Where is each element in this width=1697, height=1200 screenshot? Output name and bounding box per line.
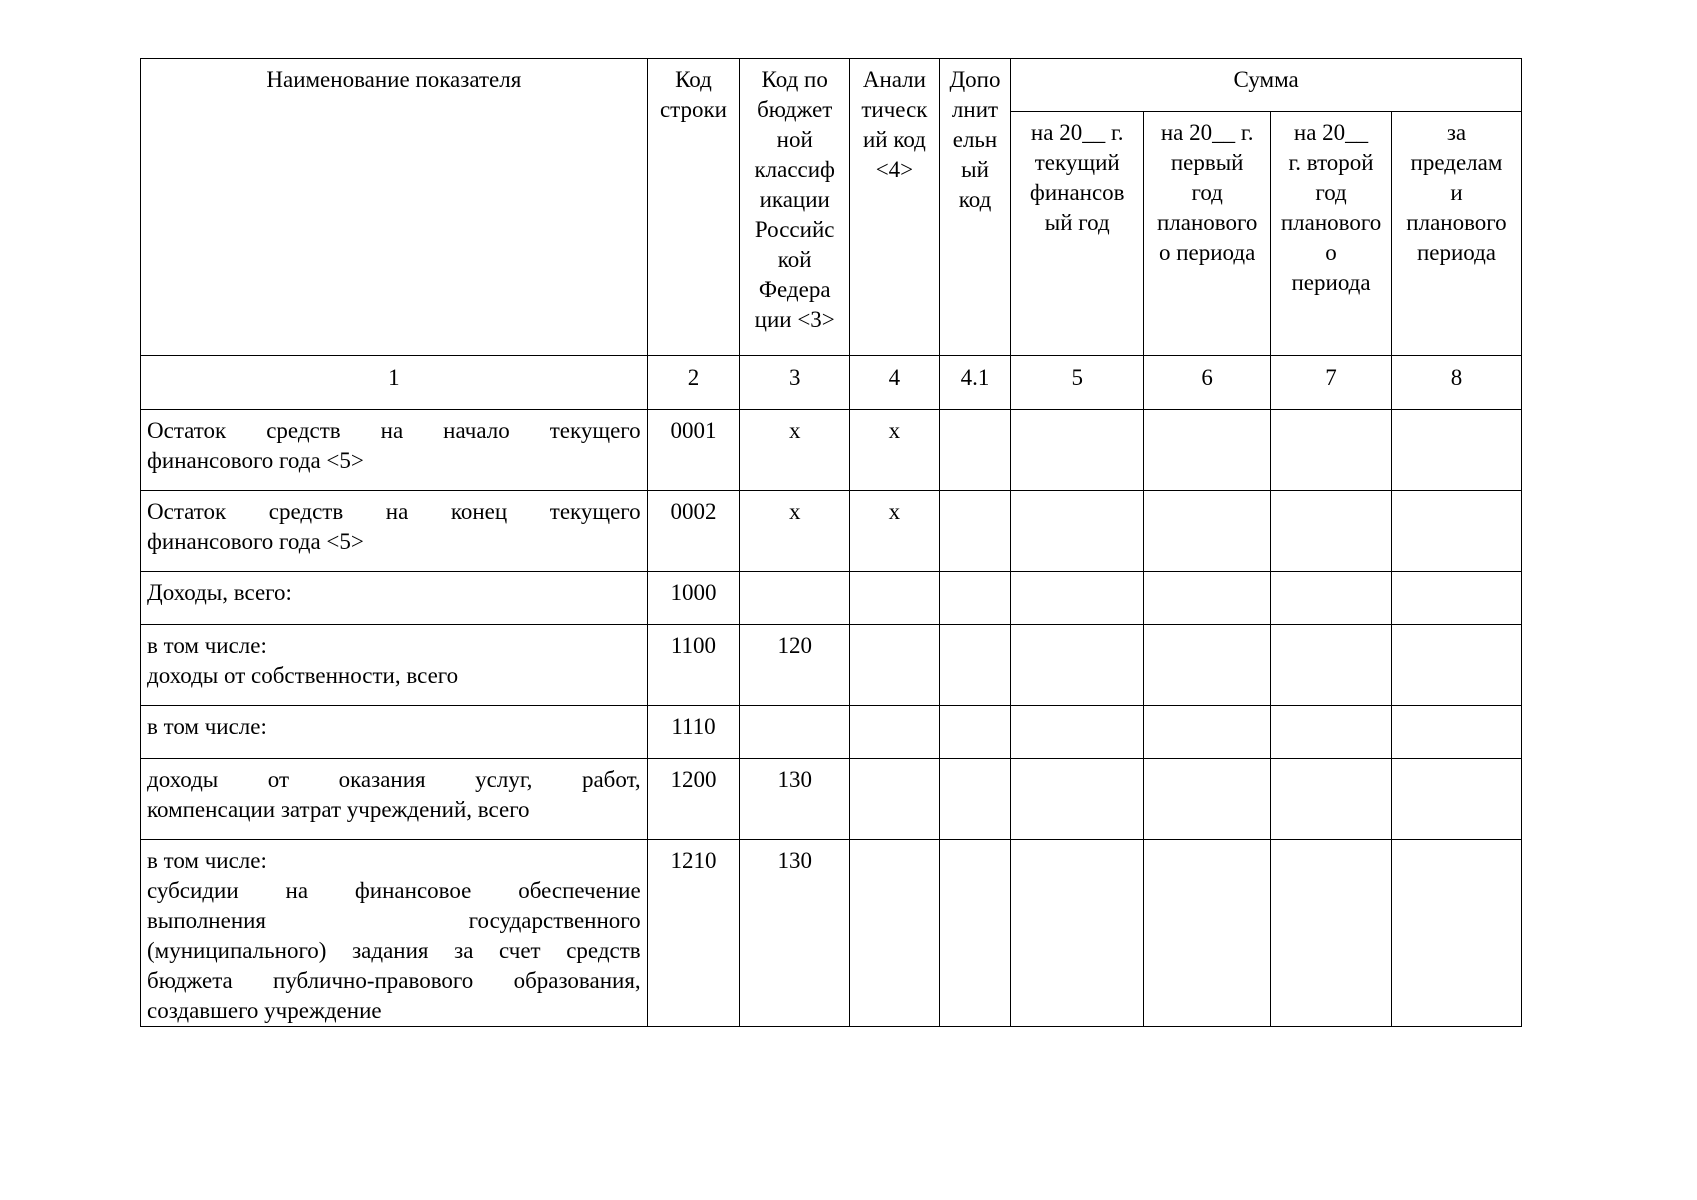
header-sum-sub-text: планового (1280, 210, 1382, 235)
sum-current-year-cell (1011, 759, 1144, 840)
header-line-code-text: Код (675, 67, 712, 92)
sum-beyond-plan-cell (1391, 840, 1521, 1027)
header-line-code (647, 59, 740, 356)
header-sum-sub-text: на 20__ г. (1030, 120, 1124, 145)
header-extra-text: лнит (951, 97, 999, 122)
sum-beyond-plan-cell (1391, 410, 1521, 491)
analytic-code-cell: х (850, 491, 940, 572)
sum-second-plan-year-cell (1271, 840, 1392, 1027)
sum-current-year-cell (1011, 410, 1144, 491)
sum-beyond-plan-cell (1391, 625, 1521, 706)
analytic-code-cell: х (850, 410, 940, 491)
line-code-cell: 1100 (647, 625, 740, 706)
indicator-name-line: Остаток средств на начало текущего (147, 418, 641, 443)
indicator-name-cell (141, 491, 648, 572)
indicator-name-cell (141, 759, 648, 840)
table-row (141, 410, 1522, 491)
header-sum-sub-text: периода (1416, 240, 1497, 265)
indicator-name-cell (141, 625, 648, 706)
budget-code-cell: х (740, 491, 850, 572)
header-bk-text: классиф (754, 157, 835, 182)
header-extra-text: ельн (952, 127, 998, 152)
sum-current-year-cell (1011, 491, 1144, 572)
financial-plan-table (140, 58, 1522, 1027)
indicator-name-line: выполнения государственного (147, 908, 641, 933)
indicator-name-cell (141, 706, 648, 759)
table-row (141, 572, 1522, 625)
header-analytic-text: Анали (862, 67, 926, 92)
header-row-top (141, 59, 1522, 112)
column-number: 7 (1271, 356, 1392, 410)
header-sum-sub-text: о периода (1158, 240, 1256, 265)
header-bk-text: икации (759, 187, 830, 212)
header-indicator-name-text: Наименование показателя (266, 67, 522, 92)
indicator-name-line: доходы от оказания услуг, работ, (147, 767, 641, 792)
sum-first-plan-year-cell (1144, 410, 1271, 491)
budget-code-cell (740, 706, 850, 759)
sum-first-plan-year-cell (1144, 625, 1271, 706)
line-code-cell: 1210 (647, 840, 740, 1027)
line-code-cell: 1200 (647, 759, 740, 840)
header-extra-text: ый (961, 157, 989, 182)
sum-second-plan-year-cell (1271, 625, 1392, 706)
indicator-name-line: Остаток средств на конец текущего (147, 499, 641, 524)
additional-code-cell (939, 706, 1011, 759)
sum-second-plan-year-cell (1271, 491, 1392, 572)
sum-first-plan-year-cell (1144, 759, 1271, 840)
header-sum-sub-text: год (1315, 180, 1347, 205)
column-number: 4.1 (939, 356, 1011, 410)
analytic-code-cell (850, 706, 940, 759)
sum-current-year-cell (1011, 625, 1144, 706)
line-code-cell: 0001 (647, 410, 740, 491)
sum-second-plan-year-cell (1271, 759, 1392, 840)
header-analytic-text: тическ (861, 97, 928, 122)
sum-first-plan-year-cell (1144, 840, 1271, 1027)
header-analytic-text: <4> (875, 157, 914, 182)
table-row (141, 491, 1522, 572)
sum-beyond-plan-cell (1391, 706, 1521, 759)
column-number: 6 (1144, 356, 1271, 410)
indicator-name-line: финансового года <5> (147, 529, 364, 554)
header-extra-text: Допо (949, 67, 1001, 92)
header-extra-text: код (958, 187, 992, 212)
header-sum-sub-text: планового (1406, 210, 1507, 235)
indicator-name-line: (муниципального) задания за счет средств (147, 938, 641, 963)
indicator-name-cell (141, 840, 648, 1027)
analytic-code-cell (850, 625, 940, 706)
header-bk-text: кой (777, 247, 812, 272)
header-budget-classification-code (740, 59, 850, 356)
line-code-cell: 1000 (647, 572, 740, 625)
indicator-name-line: Доходы, всего: (147, 580, 292, 605)
column-number: 1 (141, 356, 648, 410)
indicator-name-cell (141, 410, 648, 491)
header-sum-sub-text: о (1325, 240, 1337, 265)
line-code-cell: 0002 (647, 491, 740, 572)
indicator-name-line: в том числе: (147, 848, 267, 873)
header-bk-text: Российс (754, 217, 835, 242)
header-sum-sub-text: периода (1291, 270, 1371, 295)
table-row (141, 759, 1522, 840)
indicator-name-line: в том числе: (147, 633, 267, 658)
indicator-name-line: в том числе: (147, 714, 267, 739)
table-row (141, 706, 1522, 759)
column-number: 4 (850, 356, 940, 410)
table-row (141, 840, 1522, 1027)
header-bk-text: Код по (761, 67, 828, 92)
header-analytic-code (850, 59, 940, 356)
sum-first-plan-year-cell (1144, 706, 1271, 759)
additional-code-cell (939, 572, 1011, 625)
header-indicator-name (141, 59, 648, 356)
header-sum-sub-text: г. второй (1288, 150, 1374, 175)
budget-code-cell: х (740, 410, 850, 491)
indicator-name-line: субсидии на финансовое обеспечение (147, 878, 641, 903)
additional-code-cell (939, 410, 1011, 491)
indicator-name-line: создавшего учреждение (147, 998, 382, 1023)
budget-code-cell (740, 572, 850, 625)
header-sum-text: Сумма (1233, 67, 1299, 92)
indicator-name-line: доходы от собственности, всего (147, 663, 459, 688)
indicator-name-line: компенсации затрат учреждений, всего (147, 797, 530, 822)
header-sum-sub-text: пределам (1410, 150, 1503, 175)
indicator-name-line: бюджета публично-правового образования, (147, 968, 641, 993)
sum-beyond-plan-cell (1391, 759, 1521, 840)
column-number: 8 (1391, 356, 1521, 410)
header-bk-text: ной (776, 127, 813, 152)
sum-first-plan-year-cell (1144, 572, 1271, 625)
header-sum-second-plan-year (1271, 112, 1392, 356)
budget-code-cell: 120 (740, 625, 850, 706)
header-bk-text: Федера (758, 277, 831, 302)
header-analytic-text: ий код (862, 127, 926, 152)
table-row (141, 625, 1522, 706)
column-numbers-row (141, 356, 1522, 410)
form-table-container (140, 58, 1522, 1027)
sum-current-year-cell (1011, 572, 1144, 625)
column-number: 2 (647, 356, 740, 410)
sum-second-plan-year-cell (1271, 706, 1392, 759)
line-code-cell: 1110 (647, 706, 740, 759)
additional-code-cell (939, 759, 1011, 840)
header-bk-text: ции <3> (754, 307, 835, 332)
analytic-code-cell (850, 572, 940, 625)
header-sum-sub-text: год (1191, 180, 1223, 205)
sum-beyond-plan-cell (1391, 572, 1521, 625)
header-sum-sub-text: на 20__ г. (1160, 120, 1254, 145)
header-sum-sub-text: текущий (1034, 150, 1120, 175)
sum-beyond-plan-cell (1391, 491, 1521, 572)
column-number: 5 (1011, 356, 1144, 410)
header-sum-first-plan-year (1144, 112, 1271, 356)
header-sum-beyond-plan (1391, 112, 1521, 356)
indicator-name-line: финансового года <5> (147, 448, 364, 473)
header-sum (1011, 59, 1522, 112)
header-sum-sub-text: первый (1170, 150, 1244, 175)
header-sum-sub-text: за (1446, 120, 1467, 145)
header-line-code-text: строки (659, 97, 727, 122)
sum-first-plan-year-cell (1144, 491, 1271, 572)
analytic-code-cell (850, 759, 940, 840)
column-number: 3 (740, 356, 850, 410)
analytic-code-cell (850, 840, 940, 1027)
sum-current-year-cell (1011, 706, 1144, 759)
header-bk-text: бюджет (757, 97, 833, 122)
header-sum-current-year (1011, 112, 1144, 356)
indicator-name-cell (141, 572, 648, 625)
additional-code-cell (939, 491, 1011, 572)
sum-second-plan-year-cell (1271, 572, 1392, 625)
header-additional-code (939, 59, 1011, 356)
header-sum-sub-text: планового (1156, 210, 1258, 235)
budget-code-cell: 130 (740, 840, 850, 1027)
header-sum-sub-text: на 20__ (1293, 120, 1369, 145)
header-sum-sub-text: и (1450, 180, 1463, 205)
budget-code-cell: 130 (740, 759, 850, 840)
header-sum-sub-text: финансов (1029, 180, 1125, 205)
sum-current-year-cell (1011, 840, 1144, 1027)
additional-code-cell (939, 840, 1011, 1027)
additional-code-cell (939, 625, 1011, 706)
sum-second-plan-year-cell (1271, 410, 1392, 491)
header-sum-sub-text: ый год (1044, 210, 1110, 235)
